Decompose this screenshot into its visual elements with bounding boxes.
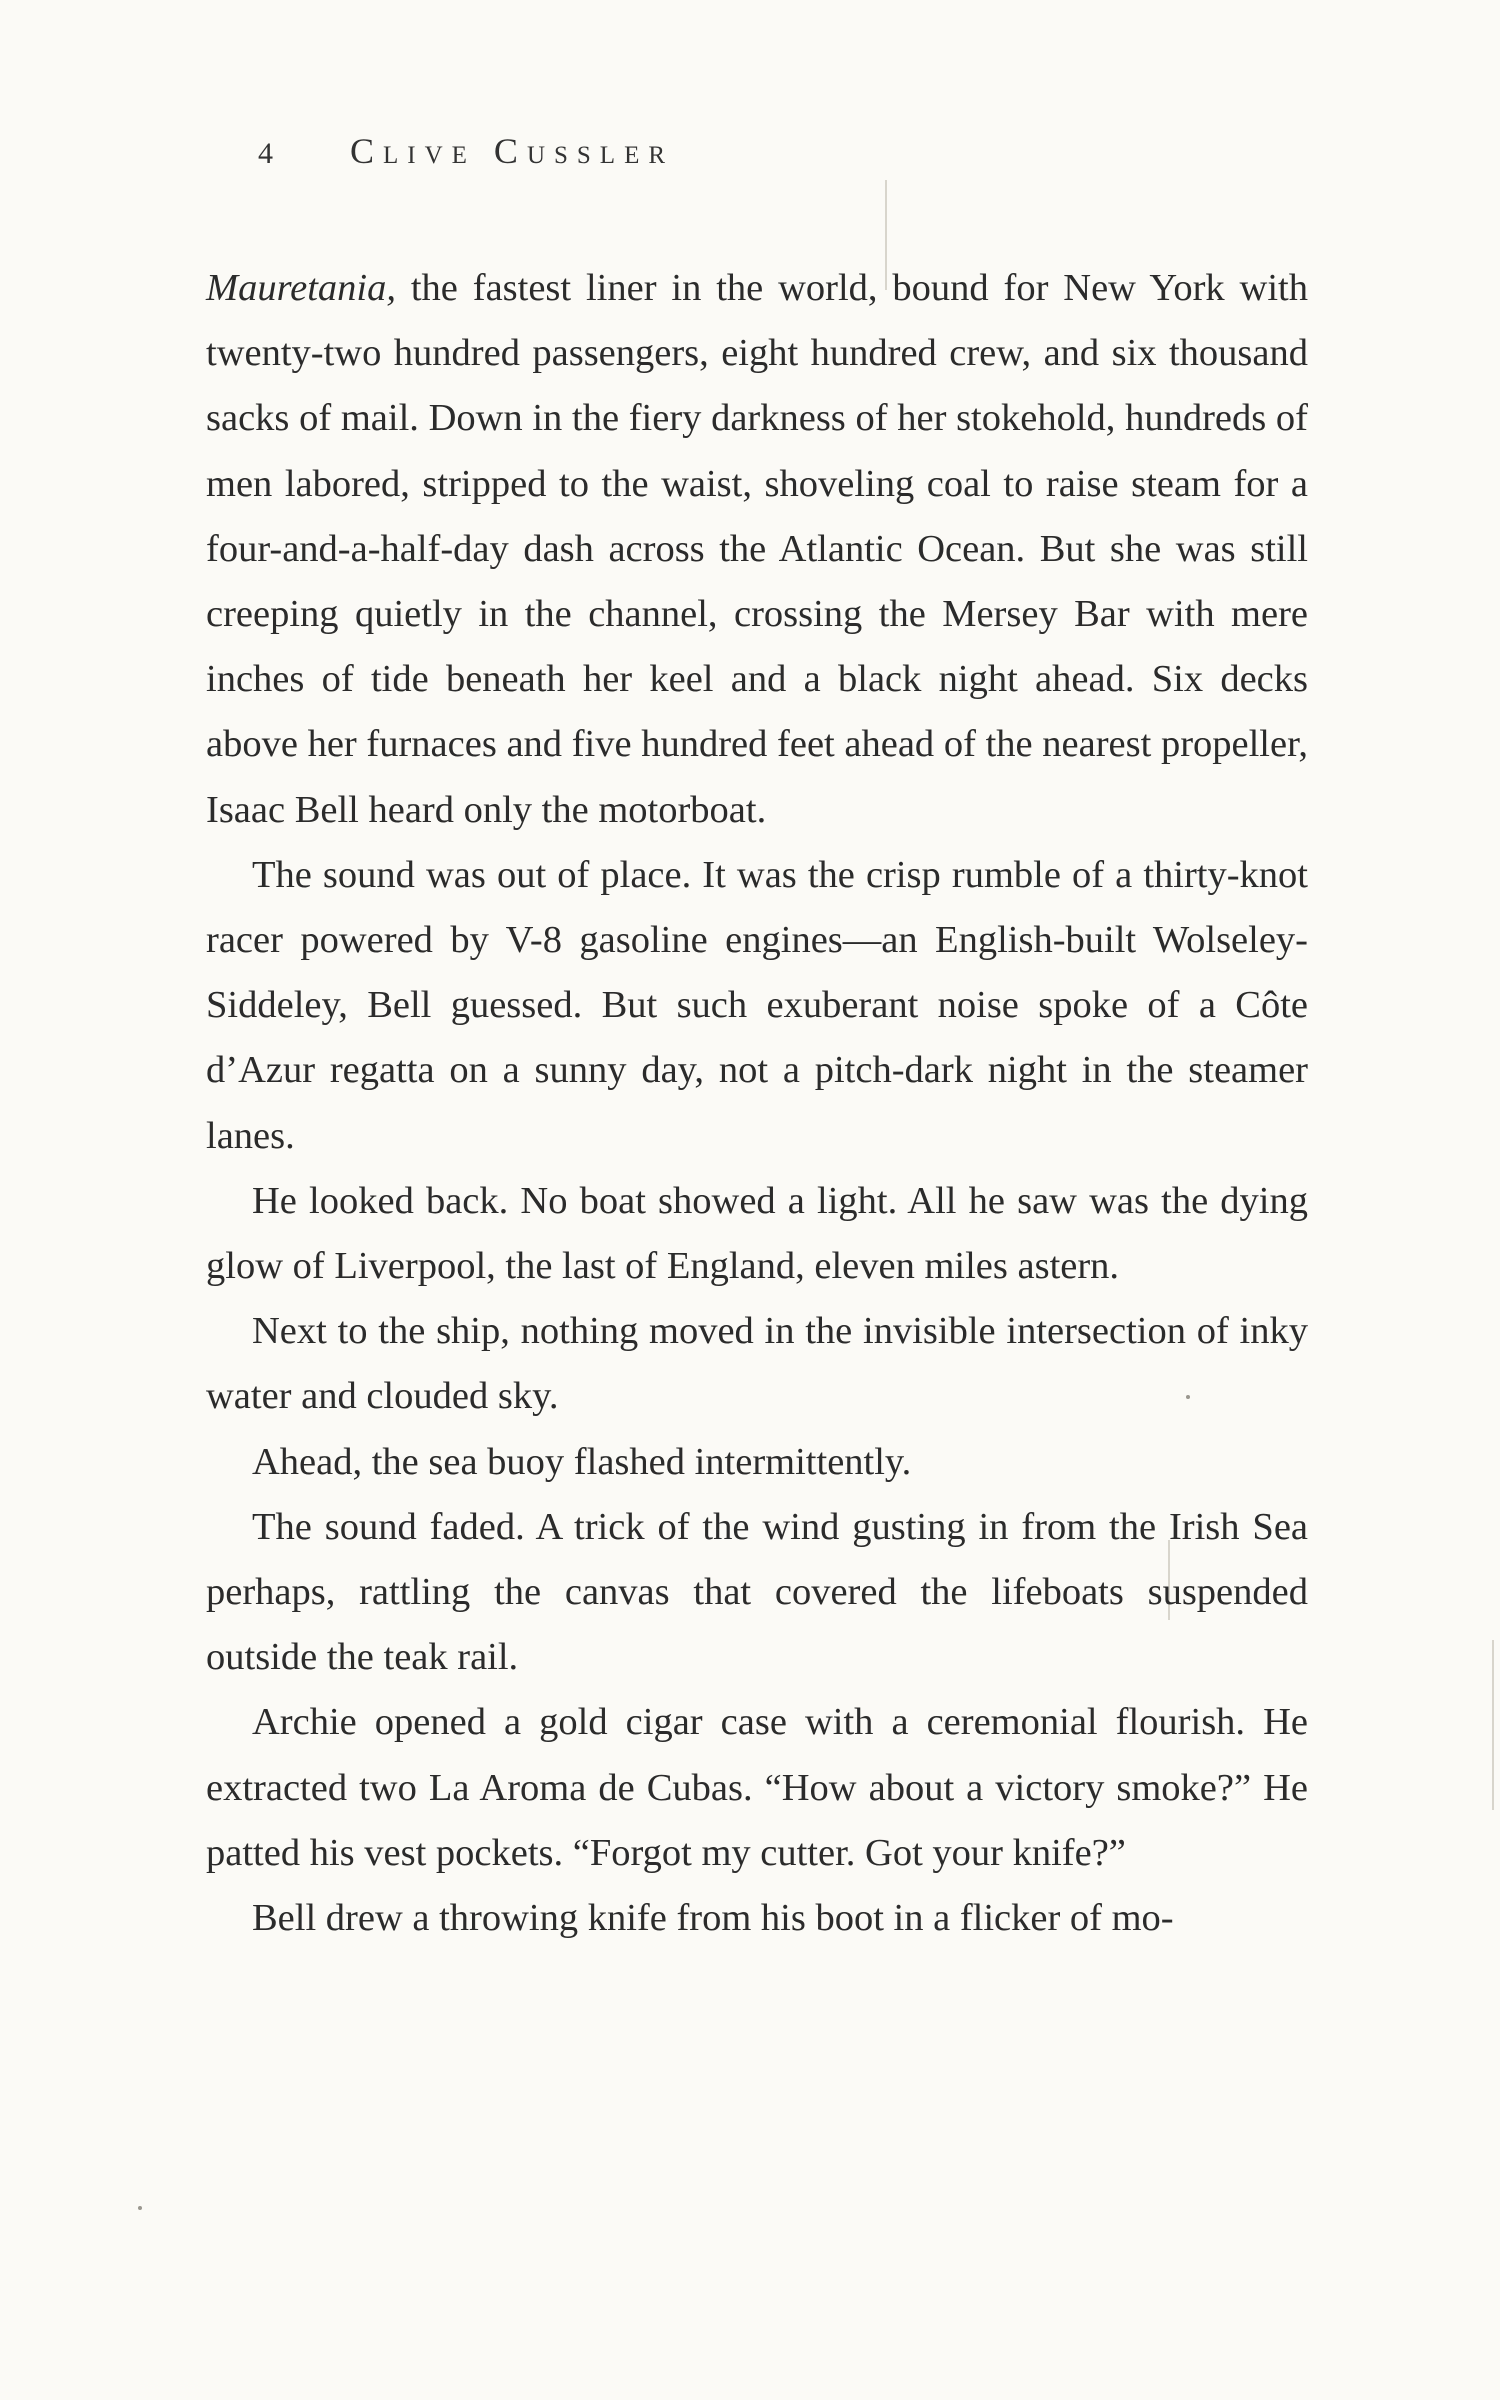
scan-speck (138, 2206, 142, 2210)
scan-artifact-line (1492, 1640, 1494, 1810)
paragraph: Archie opened a gold cigar case with a ceremonial flourish. He extracted two La Aroma de Cubas. “How about a victory smoke?” He patted his vest pockets. “Forgot my cutter. Got your knife?” (206, 1701, 1308, 1874)
paragraph: The sound was out of place. It was the crisp rumble of a thirty-knot racer powered by V-8 gasoline engines—an English-built Wolseley-Siddeley, Bell guessed. But such exuberant noise spoke of a Côte d’Azur regatta on a sunny day, not a pitch-dark night in the steamer lanes. (206, 853, 1308, 1157)
paragraph: Ahead, the sea buoy flashed intermittently. (252, 1440, 912, 1483)
paragraph: He looked back. No boat showed a light. All he saw was the dying glow of Liverpool, the last of England, eleven miles astern. (206, 1179, 1308, 1288)
body-text (206, 256, 1308, 1951)
paragraph: Next to the ship, nothing moved in the invisible intersection of inky water and clouded sky. (206, 1310, 1308, 1418)
paragraph: Bell drew a throwing knife from his boot in a flicker of mo- (252, 1897, 1174, 1940)
ship-name: Mauretania, (206, 267, 396, 309)
running-head (258, 130, 674, 172)
paragraph: The sound faded. A trick of the wind gusting in from the Irish Sea perhaps, rattling the canvas that covered the lifeboats suspended outside the teak rail. (206, 1505, 1308, 1679)
paragraph-text: the fastest liner in the world, bound for New York with twenty-two hundred passengers, eight hundred crew, and six thousand sacks of mail. Down in the fiery darkness of her stokehold, hundreds of men labored, stripped to the waist, shoveling coal to raise steam for a four-and-a-half-day dash across the Atlantic Ocean. But she was still creeping quietly in the channel, crossing the Mersey Bar with mere inches of tide beneath her keel and a black night ahead. Six decks above her furnaces and five hundred feet ahead of the nearest propeller, Isaac Bell heard only the motorboat. (206, 267, 1308, 831)
author-name: Clive Cussler (350, 131, 675, 171)
paragraph (206, 256, 1308, 843)
page-number: 4 (258, 137, 274, 170)
